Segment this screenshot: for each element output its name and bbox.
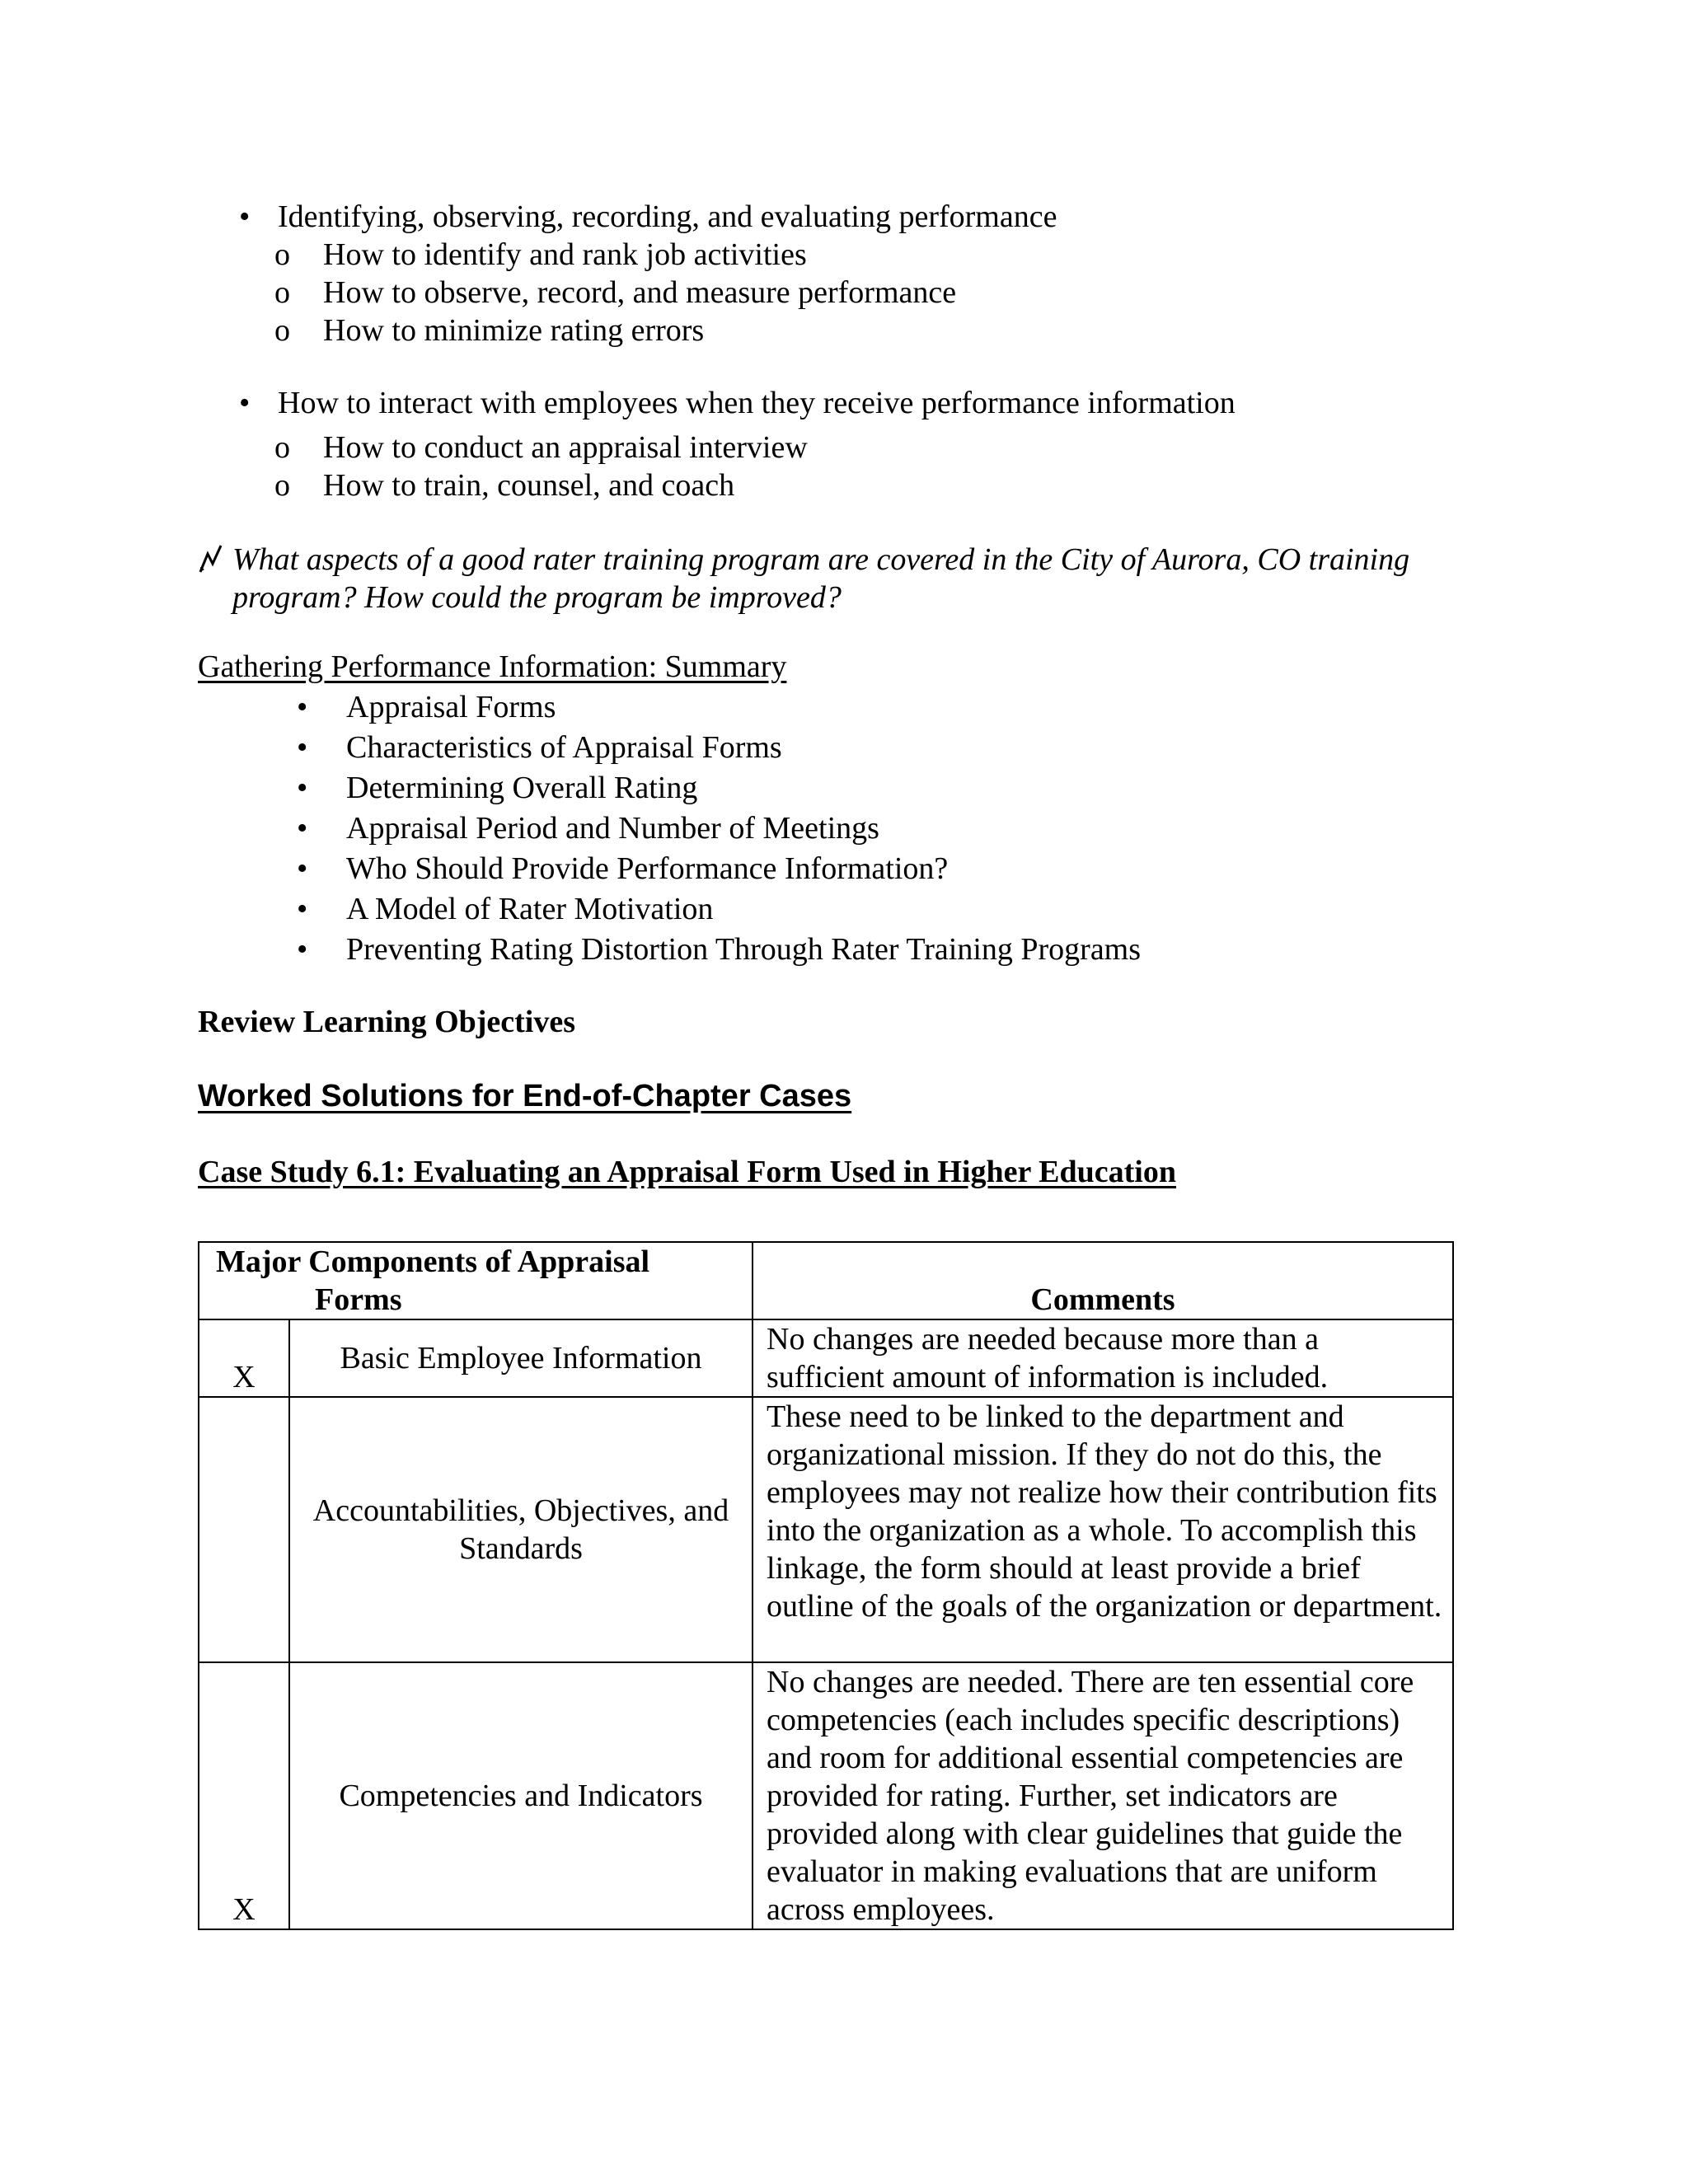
check-mark [199, 1397, 289, 1662]
bullet: • [297, 851, 308, 886]
sub-bullet: o [274, 430, 290, 465]
bullet: • [297, 932, 308, 967]
header-major-components: Major Components of Appraisal Forms [199, 1242, 753, 1319]
worked-solutions-heading: Worked Solutions for End-of-Chapter Cases [198, 1079, 852, 1113]
sub-bullet: o [274, 275, 290, 310]
list-item: • A Model of Rater Motivation [198, 889, 1517, 930]
bullet: • [239, 199, 251, 234]
appraisal-components-table [198, 1241, 1454, 1930]
summary-heading: Gathering Performance Information: Summary [198, 649, 787, 684]
list-item: • Preventing Rating Distortion Through Rater Training Programs [198, 930, 1517, 970]
bullet: • [239, 386, 251, 420]
component-cell: Competencies and Indicators [289, 1662, 753, 1929]
bullet: • [297, 811, 308, 846]
summary-list [198, 687, 1517, 970]
document-page [198, 198, 1517, 1191]
list-item: • How to interact with employees when they receive performance information [239, 386, 1236, 420]
check-mark: X [199, 1662, 289, 1929]
check-mark: X [199, 1319, 289, 1397]
list-item: • Appraisal Period and Number of Meetings [198, 808, 1517, 849]
bullet: • [297, 771, 308, 805]
table-row [199, 1397, 1453, 1662]
case-study-heading: Case Study 6.1: Evaluating an Appraisal Form Used in Higher Education [198, 1155, 1176, 1189]
comment-cell: No changes are needed. There are ten essential core competencies (each includes specific descriptions) and room for additional essential competencies are provided for rating. Further, set indicators are provided along with clear guidelines that guide the evaluator in making evaluations that are uniform across employees. [753, 1662, 1453, 1929]
bullet: • [297, 730, 308, 765]
list-item: • Who Should Provide Performance Information? [198, 849, 1517, 889]
list-item: • Appraisal Forms [198, 687, 1517, 728]
bullet: • [297, 892, 308, 926]
table-row [199, 1319, 1453, 1397]
list-item: • Characteristics of Appraisal Forms [198, 728, 1517, 768]
component-cell: Basic Employee Information [289, 1319, 753, 1397]
sub-list-item: o How to minimize rating errors [274, 313, 705, 348]
question-line-1: What aspects of a good rater training program are covered in the City of Aurora, CO training [232, 542, 1410, 577]
review-heading: Review Learning Objectives [198, 1005, 576, 1039]
sub-list-item: o How to conduct an appraisal interview [274, 430, 808, 465]
sub-bullet: o [274, 237, 290, 272]
table-row [199, 1662, 1453, 1929]
sub-bullet: o [274, 468, 290, 503]
sub-bullet: o [274, 313, 290, 348]
list-item: • Determining Overall Rating [198, 768, 1517, 808]
discussion-question [198, 541, 1517, 616]
table-header-row [199, 1242, 1453, 1319]
header-comments: Comments [753, 1242, 1453, 1319]
bullet: • [297, 690, 308, 724]
sub-list-item: o How to identify and rank job activities [274, 237, 807, 272]
sub-list-item: o How to observe, record, and measure performance [274, 275, 957, 310]
list-top [198, 198, 1517, 504]
question-line-2: program? How could the program be improved? [232, 580, 842, 615]
pencil-icon [198, 542, 226, 575]
comment-cell: No changes are needed because more than a sufficient amount of information is included. [753, 1319, 1453, 1397]
sub-list-item: o How to train, counsel, and coach [274, 468, 735, 503]
comment-cell: These need to be linked to the department and organizational mission. If they do not do this, the employees may not realize how their contribution fits into the organization as a whole. To accomplish this linkage, the form should at least provide a brief outline of the goals of the organization or department. [753, 1397, 1453, 1662]
component-cell: Accountabilities, Objectives, and Standards [289, 1397, 753, 1662]
list-item: • Identifying, observing, recording, and evaluating performance [239, 199, 1057, 234]
